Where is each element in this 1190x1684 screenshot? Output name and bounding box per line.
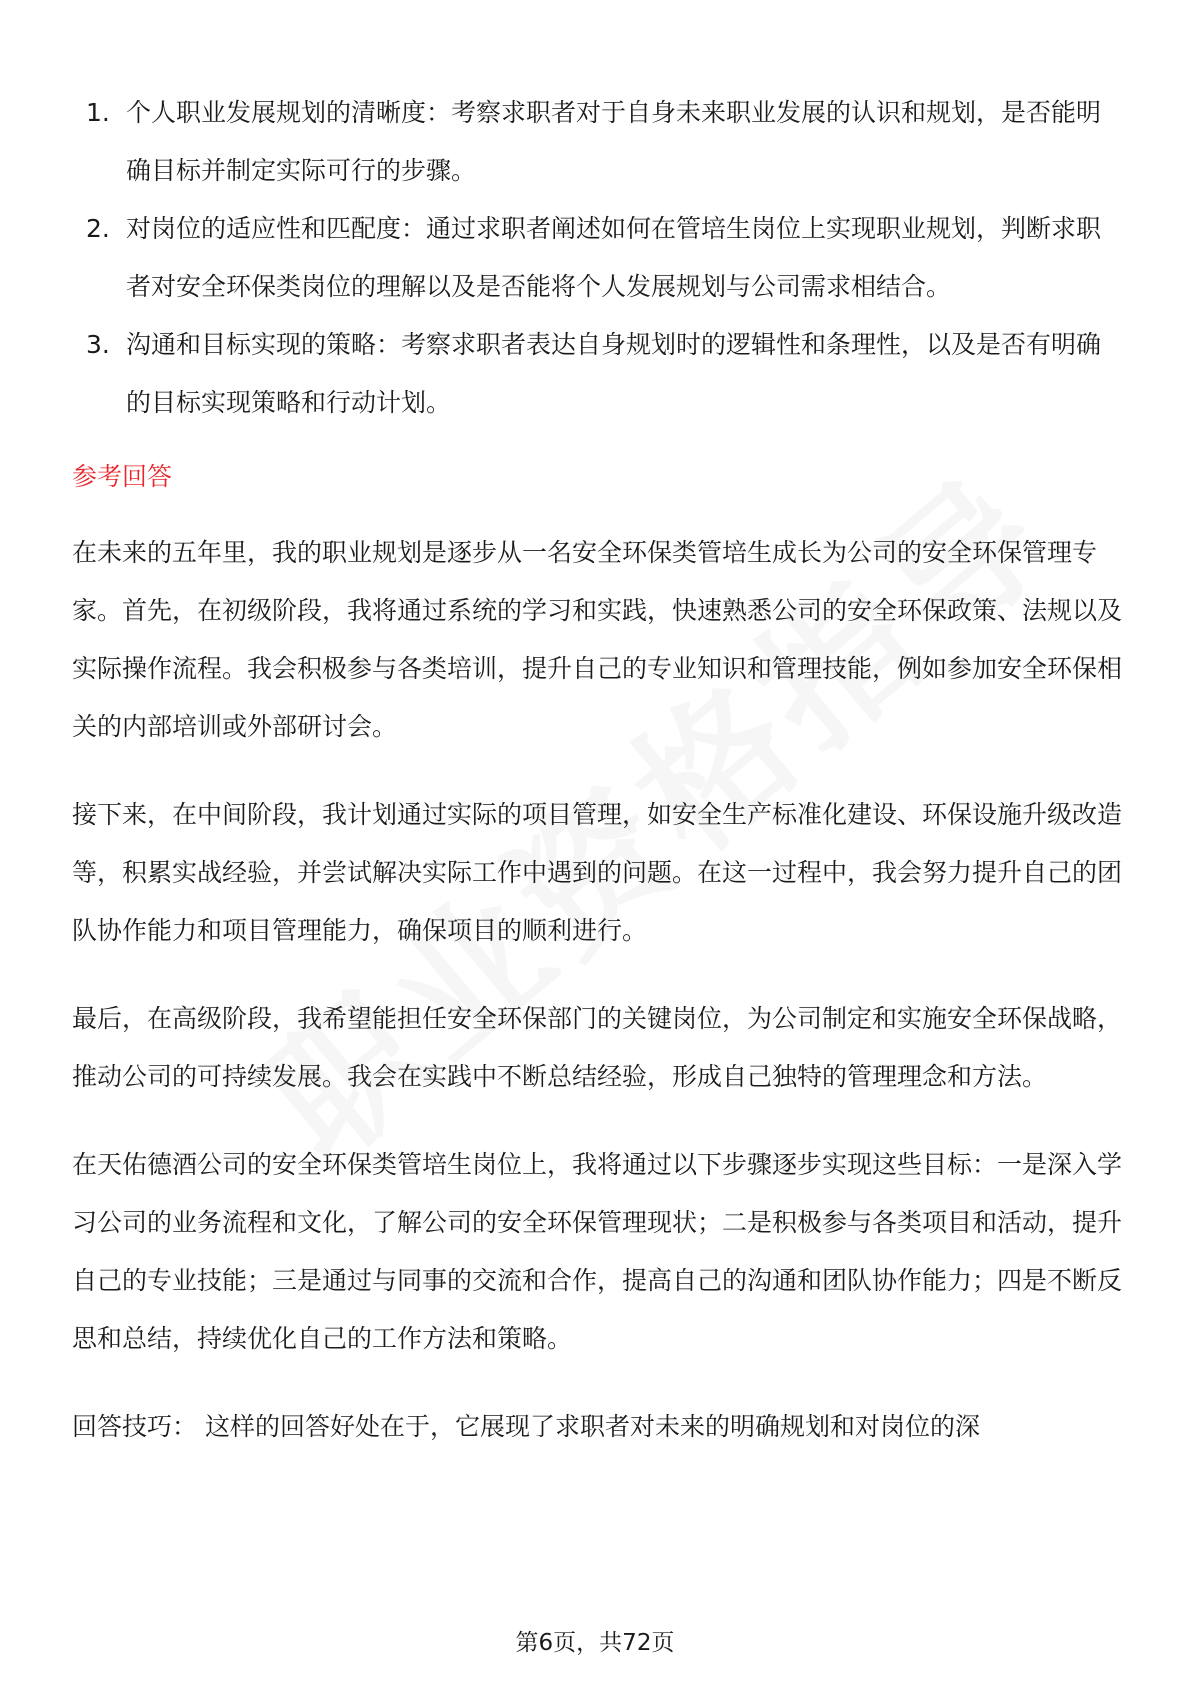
list-item [72, 84, 1122, 200]
page-number: 第6页，共72页 [515, 1630, 675, 1656]
list-text: 对岗位的适应性和匹配度：通过求职者阐述如何在管培生岗位上实现职业规划，判断求职者对安全环保类岗位的理解以及是否能将个人发展规划与公司需求相结合。 [126, 214, 1102, 301]
answer-paragraph: 接下来，在中间阶段，我计划通过实际的项目管理，如安全生产标准化建设、环保设施升级改造等，积累实战经验，并尝试解决实际工作中遇到的问题。在这一过程中，我会努力提升自己的团队协作能力和项目管理能力，确保项目的顺利进行。 [72, 800, 1123, 945]
answer-paragraph: 在天佑德酒公司的安全环保类管培生岗位上，我将通过以下步骤逐步实现这些目标：一是深入学习公司的业务流程和文化，了解公司的安全环保管理现状；二是积极参与各类项目和活动，提升自己的专业技能；三是通过与同事的交流和合作，提高自己的沟通和团队协作能力；四是不断反思和总结，持续优化自己的工作方法和策略。 [72, 1150, 1123, 1353]
criteria-list [72, 84, 1122, 432]
answer-tip: 回答技巧： 这样的回答好处在于，它展现了求职者对未来的明确规划和对岗位的深 [72, 1412, 980, 1441]
answer-heading: 参考回答 [72, 462, 173, 491]
list-text: 沟通和目标实现的策略：考察求职者表达自身规划时的逻辑性和条理性，以及是否有明确的目标实现策略和行动计划。 [126, 330, 1102, 417]
list-text: 个人职业发展规划的清晰度：考察求职者对于自身未来职业发展的认识和规划，是否能明确目标并制定实际可行的步骤。 [126, 98, 1102, 185]
document-page [72, 84, 1122, 1456]
list-number: 3. [86, 330, 110, 359]
list-item [72, 316, 1122, 432]
answer-paragraph: 在未来的五年里，我的职业规划是逐步从一名安全环保类管培生成长为公司的安全环保管理专家。首先，在初级阶段，我将通过系统的学习和实践，快速熟悉公司的安全环保政策、法规以及实际操作流程。我会积极参与各类培训，提升自己的专业知识和管理技能，例如参加安全环保相关的内部培训或外部研讨会。 [72, 538, 1123, 741]
list-number: 1. [86, 98, 110, 127]
list-item [72, 200, 1122, 316]
answer-paragraph: 最后，在高级阶段，我希望能担任安全环保部门的关键岗位，为公司制定和实施安全环保战略，推动公司的可持续发展。我会在实践中不断总结经验，形成自己独特的管理理念和方法。 [72, 1004, 1123, 1091]
list-number: 2. [86, 214, 110, 243]
